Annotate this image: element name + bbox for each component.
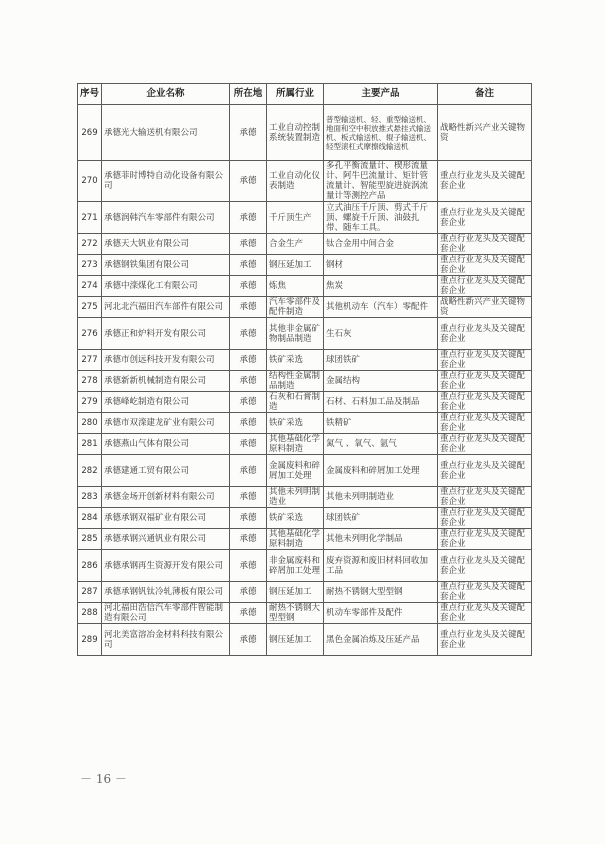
remarks: 战略性新兴产业关键物资	[438, 105, 532, 161]
row-index: 285	[78, 529, 102, 550]
industry: 炼焦	[267, 276, 324, 297]
location: 承德	[230, 392, 267, 413]
row-index: 288	[78, 603, 102, 624]
industry: 工业自动化仪表制造	[267, 161, 324, 202]
row-index: 289	[78, 624, 102, 656]
remarks: 重点行业龙头及关键配套企业	[438, 161, 532, 202]
main-products: 球团铁矿	[324, 350, 438, 371]
main-products: 石材、石料加工品及制品	[324, 392, 438, 413]
industry: 工业自动控制系统装置制造	[267, 105, 324, 161]
table-row	[78, 434, 532, 455]
row-index: 273	[78, 255, 102, 276]
main-products: 生石灰	[324, 318, 438, 350]
row-index: 280	[78, 413, 102, 434]
table-row	[78, 105, 532, 161]
company-name: 河北福田浩信汽车零部件智能制造有限公司	[102, 603, 230, 624]
remarks: 重点行业龙头及关键配套企业	[438, 624, 532, 656]
main-products: 焦炭	[324, 276, 438, 297]
company-name: 承德市双滦建龙矿业有限公司	[102, 413, 230, 434]
main-products: 立式油压千斤顶、剪式千斤顶、螺旋千斤顶、油鼓扎带、随车工具。	[324, 202, 438, 234]
main-products: 其他未列明制造业	[324, 487, 438, 508]
table-row	[78, 455, 532, 487]
location: 承德	[230, 413, 267, 434]
company-name: 河北美富溶冶金材料科技有限公司	[102, 624, 230, 656]
company-name: 承德金场开创新材料有限公司	[102, 487, 230, 508]
table-header-row	[78, 84, 532, 105]
table-row	[78, 603, 532, 624]
location: 承德	[230, 350, 267, 371]
row-index: 271	[78, 202, 102, 234]
row-index: 269	[78, 105, 102, 161]
main-products: 氮气 、氧气、氩气	[324, 434, 438, 455]
industry: 钢压延加工	[267, 624, 324, 656]
table-row	[78, 234, 532, 255]
company-name: 承德承钢再生资源开发有限公司	[102, 550, 230, 582]
table-row	[78, 371, 532, 392]
location: 承德	[230, 508, 267, 529]
row-index: 274	[78, 276, 102, 297]
row-index: 283	[78, 487, 102, 508]
table-row	[78, 392, 532, 413]
header-company: 企业名称	[102, 84, 230, 105]
table-row	[78, 161, 532, 202]
industry: 耐热不锈钢大型型钢	[267, 603, 324, 624]
location: 承德	[230, 202, 267, 234]
header-index: 序号	[78, 84, 102, 105]
table-row	[78, 297, 532, 318]
remarks: 重点行业龙头及关键配套企业	[438, 350, 532, 371]
remarks: 重点行业龙头及关键配套企业	[438, 234, 532, 255]
industry: 钢压延加工	[267, 255, 324, 276]
remarks: 重点行业龙头及关键配套企业	[438, 603, 532, 624]
remarks: 重点行业龙头及关键配套企业	[438, 318, 532, 350]
company-name: 承德正和炉料开发有限公司	[102, 318, 230, 350]
table-row	[78, 550, 532, 582]
main-products: 普型输送机、轻、重型输送机、地面和空中积放推式悬挂式输送机、板式输送机、辊子输送机、轻型滚杠式摩擦线输送机	[324, 105, 438, 161]
company-name: 承德中滦煤化工有限公司	[102, 276, 230, 297]
table-row	[78, 487, 532, 508]
enterprise-table	[77, 83, 532, 656]
main-products: 多孔平衡流量计、楔形流量计、阿牛巴流量计、矩针管流量计、智能型旋进旋涡流量计等测控产品	[324, 161, 438, 202]
location: 承德	[230, 105, 267, 161]
remarks: 重点行业龙头及关键配套企业	[438, 255, 532, 276]
header-remarks: 备注	[438, 84, 532, 105]
remarks: 重点行业龙头及关键配套企业	[438, 276, 532, 297]
company-name: 承德承钢双福矿业有限公司	[102, 508, 230, 529]
company-name: 承德润韩汽车零部件有限公司	[102, 202, 230, 234]
row-index: 279	[78, 392, 102, 413]
header-products: 主要产品	[324, 84, 438, 105]
remarks: 重点行业龙头及关键配套企业	[438, 434, 532, 455]
row-index: 287	[78, 582, 102, 603]
location: 承德	[230, 318, 267, 350]
header-industry: 所属行业	[267, 84, 324, 105]
remarks: 重点行业龙头及关键配套企业	[438, 392, 532, 413]
industry: 非金属废料和碎屑加工处理	[267, 550, 324, 582]
location: 承德	[230, 455, 267, 487]
row-index: 277	[78, 350, 102, 371]
location: 承德	[230, 550, 267, 582]
row-index: 278	[78, 371, 102, 392]
company-name: 河北北汽福田汽车部件有限公司	[102, 297, 230, 318]
location: 承德	[230, 255, 267, 276]
company-name: 承德菲时博特自动化设备有限公司	[102, 161, 230, 202]
table-row	[78, 318, 532, 350]
main-products: 钢材	[324, 255, 438, 276]
company-name: 承德市创远科技开发有限公司	[102, 350, 230, 371]
table-row	[78, 508, 532, 529]
table-row	[78, 255, 532, 276]
main-products: 其他未列明化学制品	[324, 529, 438, 550]
industry: 结构性金属制品制造	[267, 371, 324, 392]
company-name: 承德新新机械制造有限公司	[102, 371, 230, 392]
row-index: 284	[78, 508, 102, 529]
location: 承德	[230, 487, 267, 508]
location: 承德	[230, 529, 267, 550]
location: 承德	[230, 234, 267, 255]
location: 承德	[230, 434, 267, 455]
row-index: 275	[78, 297, 102, 318]
table-row	[78, 413, 532, 434]
company-name: 承德承钢兴通钒业有限公司	[102, 529, 230, 550]
row-index: 286	[78, 550, 102, 582]
location: 承德	[230, 276, 267, 297]
industry: 千斤顶生产	[267, 202, 324, 234]
remarks: 重点行业龙头及关键配套企业	[438, 202, 532, 234]
industry: 铁矿采选	[267, 508, 324, 529]
company-name: 承德光大输送机有限公司	[102, 105, 230, 161]
company-name: 承德峰屹制造有限公司	[102, 392, 230, 413]
remarks: 重点行业龙头及关键配套企业	[438, 550, 532, 582]
remarks: 战略性新兴产业关键物资	[438, 297, 532, 318]
industry: 其他基础化学原料制造	[267, 529, 324, 550]
table-row	[78, 529, 532, 550]
page-number: － 16 －	[80, 772, 127, 786]
remarks: 重点行业龙头及关键配套企业	[438, 371, 532, 392]
industry: 铁矿采选	[267, 413, 324, 434]
row-index: 282	[78, 455, 102, 487]
industry: 汽车零部件及配件制造	[267, 297, 324, 318]
company-name: 承德承钢钒钛冷轧薄板有限公司	[102, 582, 230, 603]
location: 承德	[230, 582, 267, 603]
table-row	[78, 276, 532, 297]
company-name: 承德燕山气体有限公司	[102, 434, 230, 455]
remarks: 重点行业龙头及关键配套企业	[438, 487, 532, 508]
main-products: 废弃资源和废旧材料回收加工品	[324, 550, 438, 582]
industry: 金属废料和碎屑加工处理	[267, 455, 324, 487]
industry: 其他基础化学原料制造	[267, 434, 324, 455]
location: 承德	[230, 161, 267, 202]
company-name: 承德钢铁集团有限公司	[102, 255, 230, 276]
location: 承德	[230, 371, 267, 392]
row-index: 270	[78, 161, 102, 202]
remarks: 重点行业龙头及关键配套企业	[438, 529, 532, 550]
header-location: 所在地	[230, 84, 267, 105]
company-name: 承德建通工贸有限公司	[102, 455, 230, 487]
industry: 其他非金属矿物制品制造	[267, 318, 324, 350]
remarks: 重点行业龙头及关键配套企业	[438, 413, 532, 434]
company-name: 承德天大钒业有限公司	[102, 234, 230, 255]
row-index: 272	[78, 234, 102, 255]
main-products: 机动车零部件及配件	[324, 603, 438, 624]
industry: 合金生产	[267, 234, 324, 255]
location: 承德	[230, 624, 267, 656]
remarks: 重点行业龙头及关键配套企业	[438, 455, 532, 487]
industry: 铁矿采选	[267, 350, 324, 371]
industry: 石灰和石膏制造	[267, 392, 324, 413]
main-products: 铁精矿	[324, 413, 438, 434]
industry: 其他未列明制造业	[267, 487, 324, 508]
main-products: 其他机动车（汽车）零配件	[324, 297, 438, 318]
row-index: 281	[78, 434, 102, 455]
table-row	[78, 350, 532, 371]
location: 承德	[230, 297, 267, 318]
industry: 钢压延加工	[267, 582, 324, 603]
row-index: 276	[78, 318, 102, 350]
location: 承德	[230, 603, 267, 624]
main-products: 耐热不锈钢大型型钢	[324, 582, 438, 603]
main-products: 金属废料和碎屑加工处理	[324, 455, 438, 487]
table-row	[78, 582, 532, 603]
main-products: 球团铁矿	[324, 508, 438, 529]
remarks: 重点行业龙头及关键配套企业	[438, 582, 532, 603]
table-row	[78, 202, 532, 234]
table-row	[78, 624, 532, 656]
remarks: 重点行业龙头及关键配套企业	[438, 508, 532, 529]
main-products: 钛合金用中间合金	[324, 234, 438, 255]
main-products: 金属结构	[324, 371, 438, 392]
main-products: 黑色金属冶炼及压延产品	[324, 624, 438, 656]
